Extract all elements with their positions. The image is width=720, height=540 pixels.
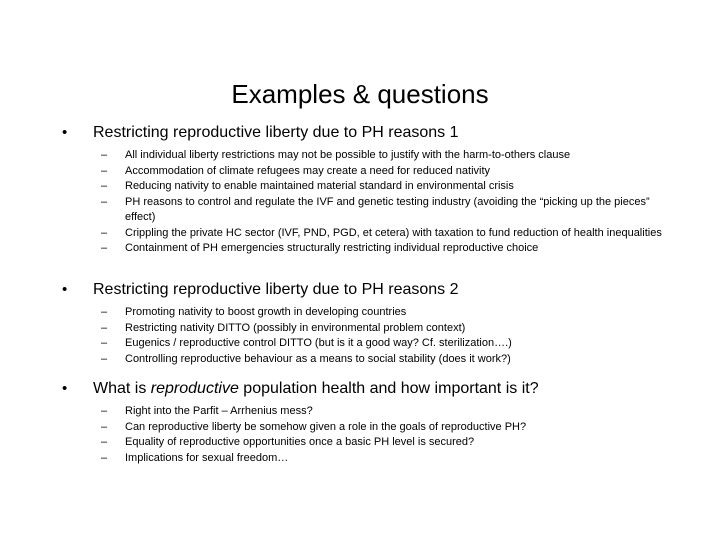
sub-list bbox=[0, 305, 720, 367]
dash: – bbox=[101, 337, 108, 349]
bullet: • bbox=[62, 380, 68, 397]
list-item: – Equality of reproductive opportunities once a basic PH level is secured? bbox=[0, 435, 720, 451]
dash: – bbox=[101, 195, 108, 208]
list-item: – Eugenics / reproductive control DITTO (but is it a good way? Cf. sterilization….) bbox=[0, 336, 720, 352]
list-item: – Accommodation of climate refugees may create a need for reduced nativity bbox=[0, 164, 720, 180]
section-1 bbox=[0, 122, 720, 257]
section-heading: Restricting reproductive liberty due to PH reasons 2 bbox=[93, 281, 459, 298]
dash: – bbox=[101, 352, 108, 365]
list-item: – Promoting nativity to boost growth in developing countries bbox=[0, 305, 720, 321]
dash: – bbox=[101, 149, 108, 161]
bullet: • bbox=[62, 281, 68, 298]
list-item: – Can reproductive liberty be somehow given a role in the goals of reproductive PH? bbox=[0, 420, 720, 436]
list-item: – Crippling the private HC sector (IVF, PND, PGD, et cetera) with taxation to fund reduction of health inequalities bbox=[0, 226, 720, 242]
slide-title: Examples & questions bbox=[231, 79, 489, 109]
dash: – bbox=[101, 180, 108, 192]
list-item: – Controlling reproductive behaviour as a means to social stability (does it work?) bbox=[0, 352, 720, 368]
dash: – bbox=[101, 451, 108, 464]
section-heading: Restricting reproductive liberty due to PH reasons 1 bbox=[93, 124, 459, 141]
list-item: – All individual liberty restrictions may not be possible to justify with the harm-to-others clause bbox=[0, 148, 720, 164]
section-3 bbox=[0, 378, 720, 466]
list-item: – Restricting nativity DITTO (possibly in environmental problem context) bbox=[0, 321, 720, 337]
section-heading: What is reproductive population health and how important is it? bbox=[93, 380, 539, 397]
section-2 bbox=[0, 279, 720, 367]
list-item: – Reducing nativity to enable maintained material standard in environmental crisis bbox=[0, 179, 720, 195]
dash: – bbox=[101, 226, 108, 239]
list-item: – Containment of PH emergencies structurally restricting individual reproductive choice bbox=[0, 241, 720, 257]
dash: – bbox=[101, 436, 108, 448]
list-item: – PH reasons to control and regulate the IVF and genetic testing industry (avoiding the “picking up the pieces” effect) bbox=[101, 195, 650, 223]
sub-list bbox=[0, 404, 720, 466]
dash: – bbox=[101, 242, 108, 254]
list-item: – Implications for sexual freedom… bbox=[0, 451, 720, 467]
bullet: • bbox=[62, 124, 68, 141]
dash: – bbox=[101, 306, 108, 318]
sub-list bbox=[0, 148, 720, 257]
dash: – bbox=[101, 405, 108, 417]
emphasized-word: reproductive bbox=[150, 380, 239, 397]
list-item: – Right into the Parfit – Arrhenius mess? bbox=[0, 404, 720, 420]
dash: – bbox=[101, 164, 108, 177]
dash: – bbox=[101, 321, 108, 334]
dash: – bbox=[101, 420, 108, 433]
